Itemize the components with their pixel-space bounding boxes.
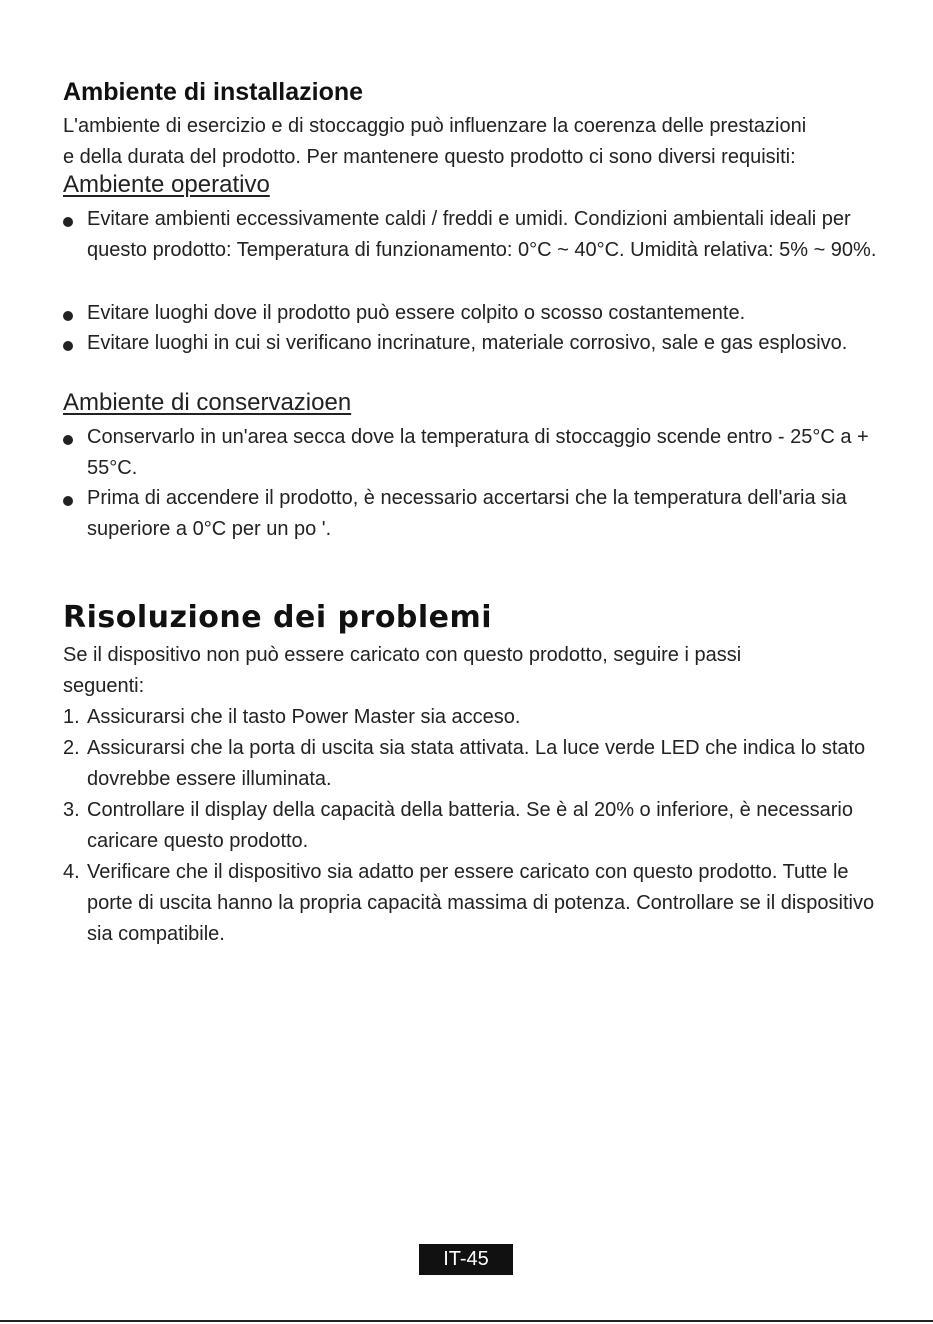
storage-bullet xyxy=(63,422,883,484)
operating-bullet xyxy=(63,298,883,329)
storage-environment-heading: Ambiente di conservazioen xyxy=(63,389,352,416)
installation-intro-line-2: e della durata del prodotto. Per mantenere questo prodotto ci sono diversi requisiti: xyxy=(63,146,796,168)
troubleshooting-intro: Se il dispositivo non può essere caricato con questo prodotto, seguire i passi seguenti: xyxy=(63,644,742,697)
troubleshooting-step xyxy=(63,795,883,857)
step-number: 4. xyxy=(63,861,80,883)
step-text: Verificare che il dispositivo sia adatto per essere caricato con questo prodotto. Tutte le porte di uscita hanno la propria capacità massima di potenza. Controllare se il dispositivo sia compatibile. xyxy=(87,861,875,945)
bullet-dot-icon xyxy=(63,341,73,351)
step-number: 3. xyxy=(63,799,80,821)
bullet-dot-icon xyxy=(63,217,73,227)
troubleshooting-step xyxy=(63,857,883,950)
installation-heading: Ambiente di installazione xyxy=(63,78,364,106)
storage-bullet-text: Prima di accendere il prodotto, è necessario accertarsi che la temperatura dell'aria sia superiore a 0°C per un po '. xyxy=(87,487,847,540)
operating-bullet-text: Evitare luoghi dove il prodotto può essere colpito o scosso costantemente. xyxy=(87,302,746,324)
operating-bullet-text: Evitare luoghi in cui si verificano incrinature, materiale corrosivo, sale e gas esplosivo. xyxy=(87,332,848,354)
troubleshooting-heading: Risoluzione dei problemi xyxy=(63,600,493,635)
step-number: 2. xyxy=(63,737,80,759)
step-number: 1. xyxy=(63,706,80,728)
operating-bullet xyxy=(63,328,883,359)
bullet-dot-icon xyxy=(63,496,73,506)
storage-bullet xyxy=(63,483,883,545)
step-text: Controllare il display della capacità della batteria. Se è al 20% o inferiore, è necessario caricare questo prodotto. xyxy=(87,799,853,852)
operating-bullet xyxy=(63,204,883,266)
troubleshooting-step xyxy=(63,733,883,795)
step-text: Assicurarsi che la porta di uscita sia stata attivata. La luce verde LED che indica lo stato dovrebbe essere illuminata. xyxy=(87,737,866,790)
operating-environment-heading: Ambiente operativo xyxy=(63,171,270,198)
bullet-dot-icon xyxy=(63,435,73,445)
bullet-dot-icon xyxy=(63,311,73,321)
installation-intro-line-1: L'ambiente di esercizio e di stoccaggio può influenzare la coerenza delle prestazioni xyxy=(63,115,807,137)
step-text: Assicurarsi che il tasto Power Master sia acceso. xyxy=(87,706,521,728)
troubleshooting-step xyxy=(63,702,883,733)
bottom-divider xyxy=(0,1320,933,1322)
page-number-badge: IT-45 xyxy=(419,1244,513,1275)
operating-bullet-text: Evitare ambienti eccessivamente caldi / freddi e umidi. Condizioni ambientali ideali per questo prodotto: Temperatura di funzionamento: 0°C ~ 40°C. Umidità relativa: 5% ~ 90%. xyxy=(87,208,877,261)
storage-bullet-text: Conservarlo in un'area secca dove la temperatura di stoccaggio scende entro - 25°C a + 55°C. xyxy=(87,426,869,479)
